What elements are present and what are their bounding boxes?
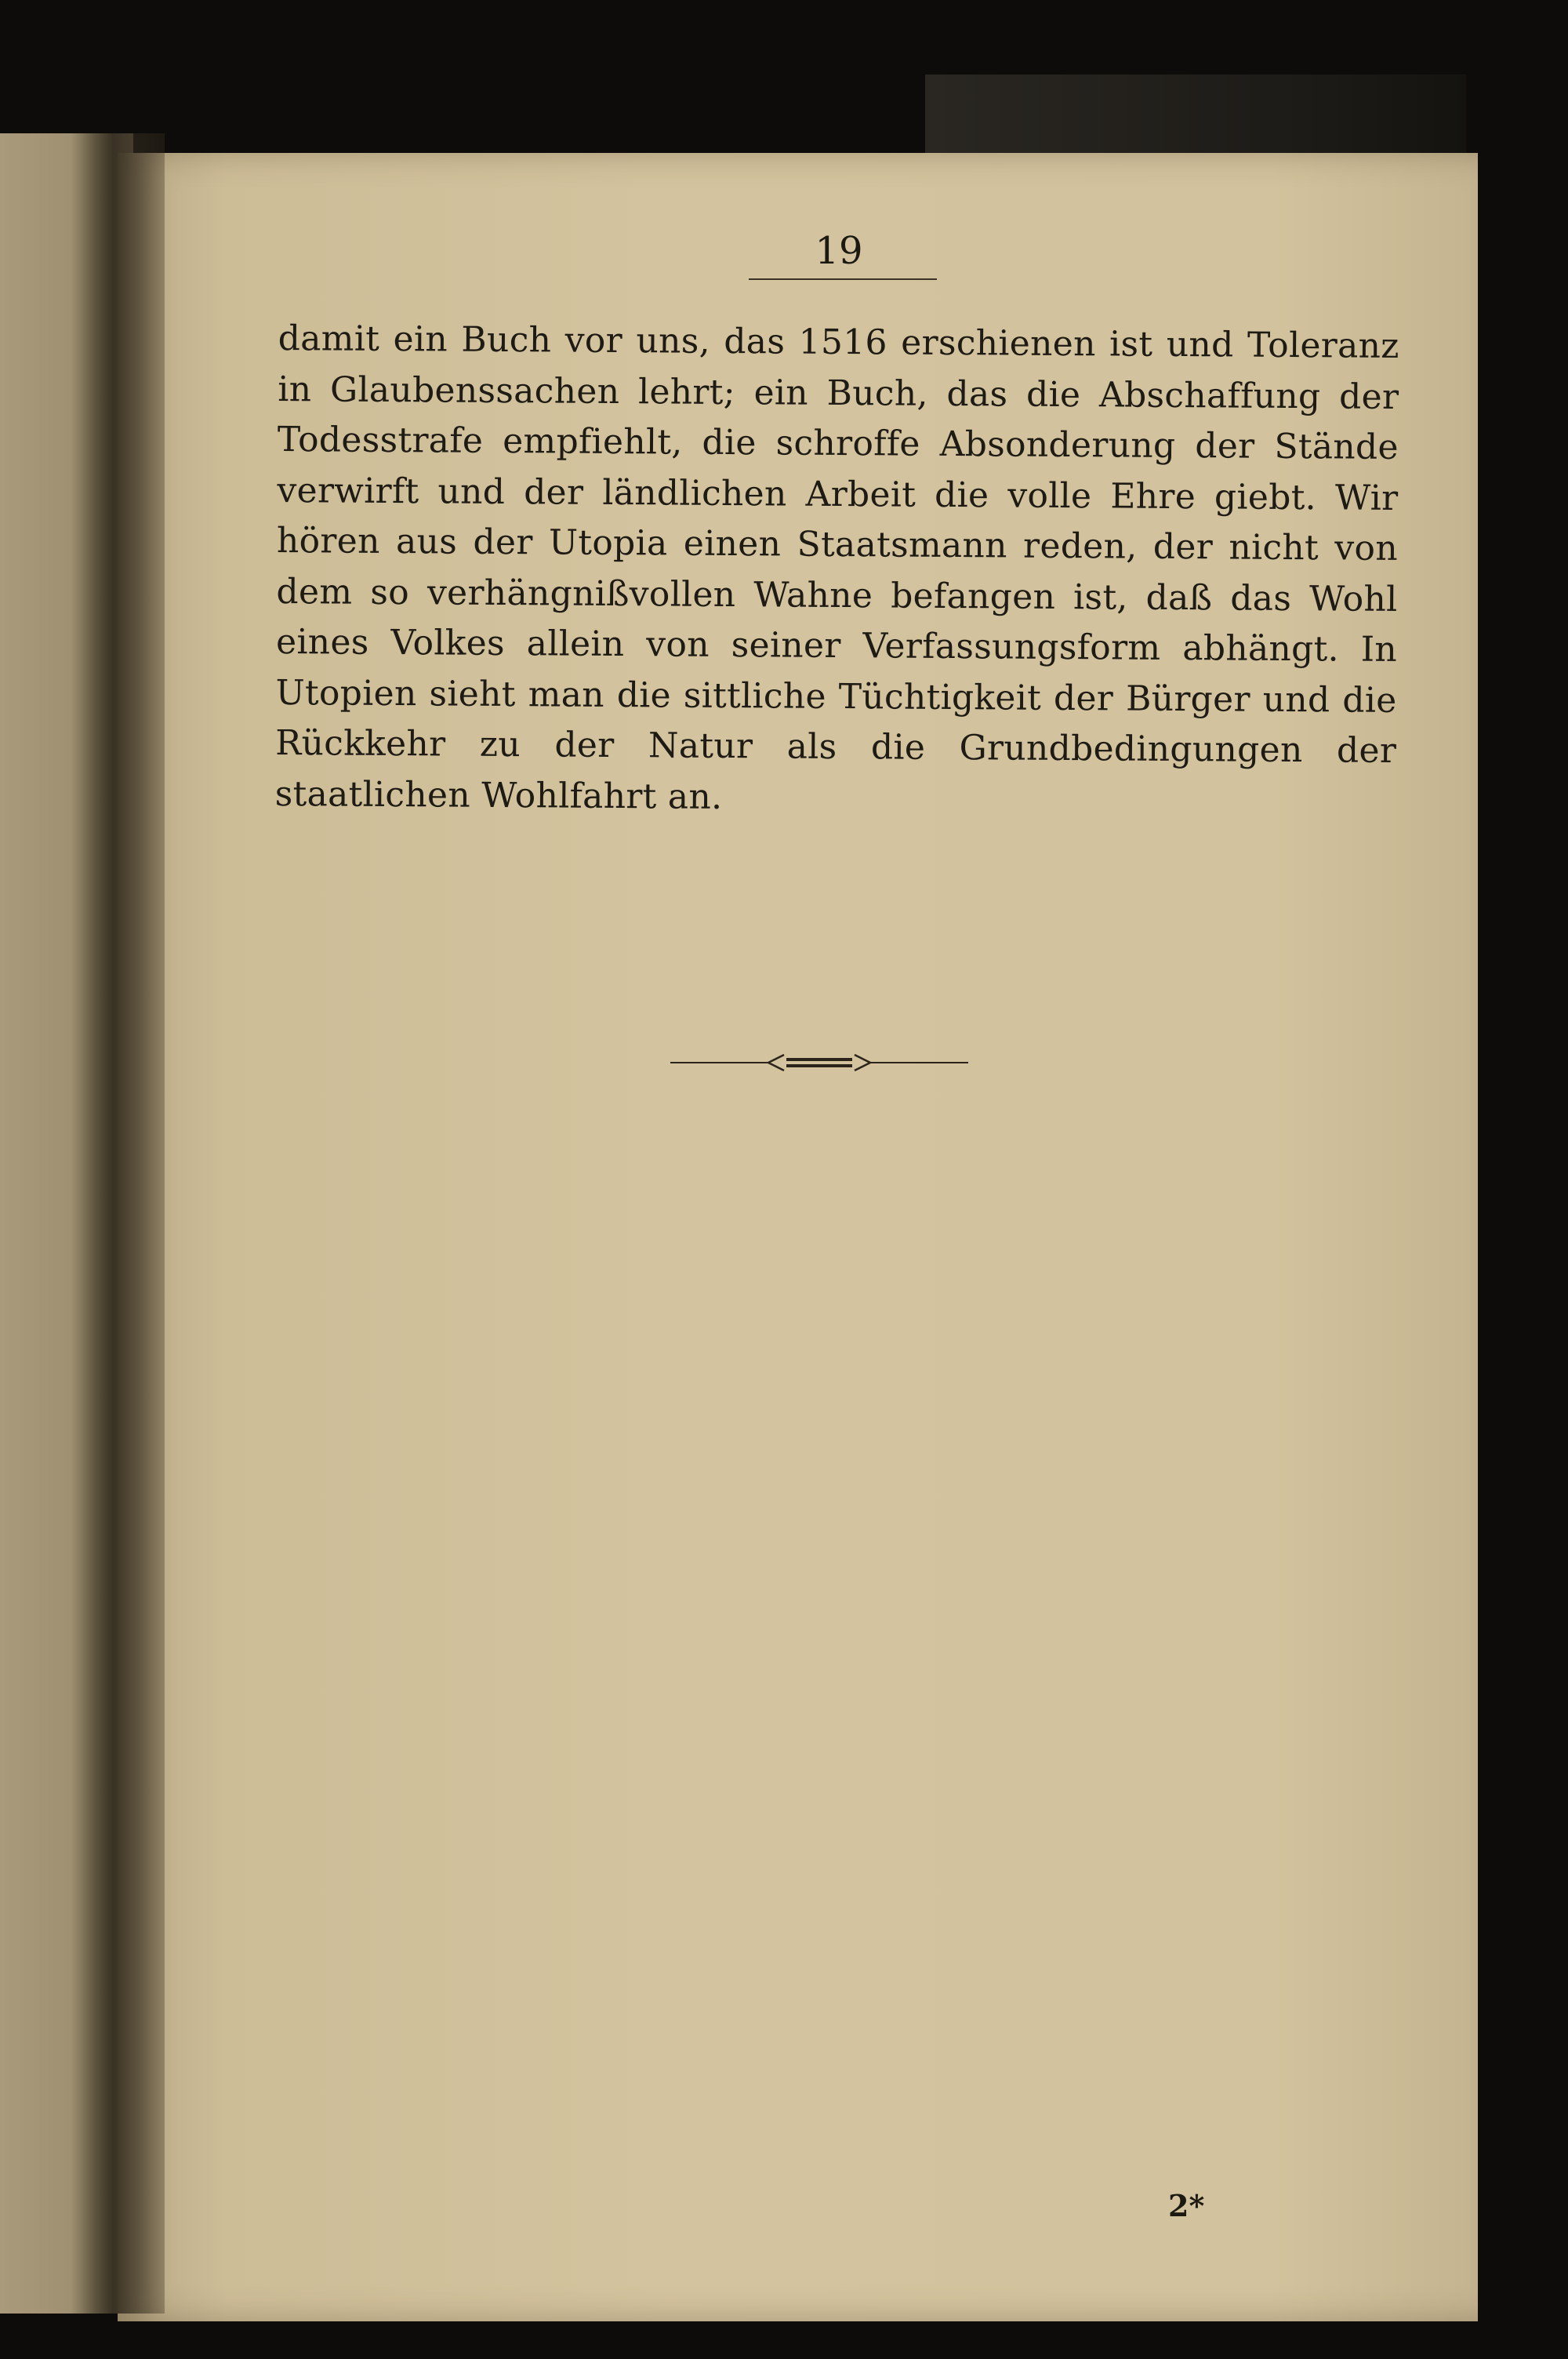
- page-number: 19: [815, 229, 863, 273]
- body-paragraph: damit ein Buch vor uns, das 1516 erschienen ist und Toleranz in Glaubenssachen lehrt; ein Buch, das die Abschaffung der Todesstrafe empfiehlt, die schroffe Absonderung der Stände verwirft und der ländlichen Arbeit die volle Ehre giebt. Wir hören aus der Utopia einen Staatsmann reden, der nicht von dem so verhängnißvollen Wahne befangen ist, daß das Wohl eines Volkes allein von seiner Verfassungsform abhängt. In Utopien sieht man die sittliche Tüchtigkeit der Bürger und die Rückkehr zu der Natur als die Grundbedingungen der staatlichen Wohlfahrt an.: [274, 318, 1399, 817]
- ornament-divider: [670, 1047, 968, 1078]
- signature-mark: 2*: [1168, 2188, 1205, 2223]
- page-gutter-shadow: [71, 133, 165, 2314]
- header-rule: [749, 278, 937, 280]
